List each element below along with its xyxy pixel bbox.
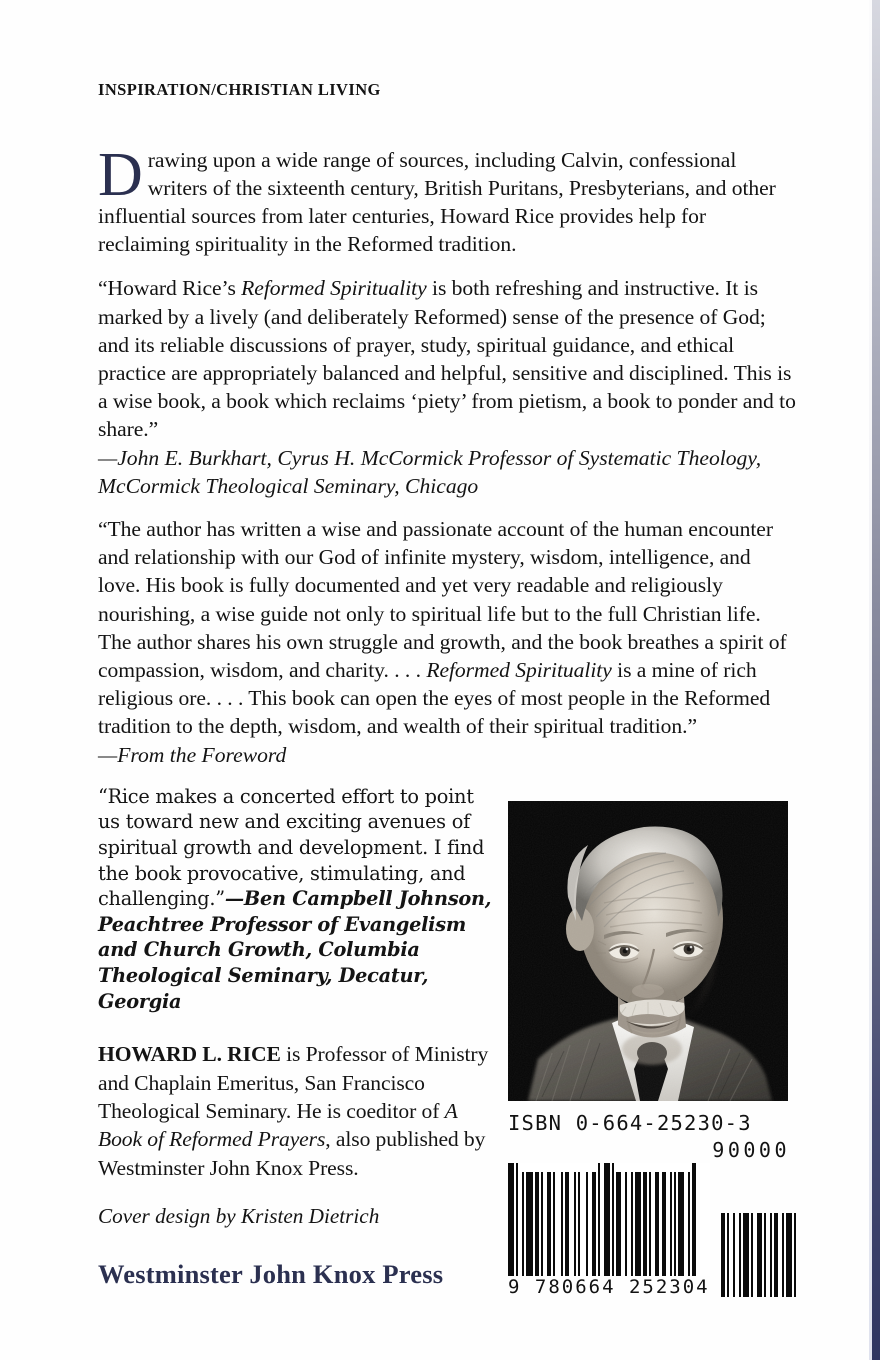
ean13-digits: 9 780664 252304 bbox=[508, 1275, 710, 1298]
blurb-two-attribution: —From the Foreword bbox=[98, 742, 287, 767]
lead-paragraph bbox=[98, 140, 798, 259]
lead-paragraph-text: rawing upon a wide range of sources, including Calvin, confessional writers of the sixteenth century, British Puritans, Presbyterians, and other influential sources from later centuries, Howard Rice provides help for reclaiming spirituality in the Reformed tradition. bbox=[98, 147, 776, 257]
author-bio-part2: , also published by Westminster John Knox Press. bbox=[98, 1127, 486, 1180]
left-text-column bbox=[98, 784, 498, 1290]
blurb-one bbox=[98, 274, 798, 500]
blurb-two-quote-part2: is a mine of rich religious ore. . . . This book can open the eyes of most people in the Reformed tradition to the depth, wisdom, and wealth of their spiritual tradition.” bbox=[98, 657, 771, 739]
cover-content bbox=[98, 82, 798, 1289]
blurb-three-quote: “Rice makes a concerted effort to point us toward new and exciting avenues of spiritual growth and development. I find the book provocative, stimulating, and challenging.” bbox=[98, 784, 485, 911]
ean13-barcode bbox=[508, 1163, 710, 1276]
isbn-label: ISBN 0-664-25230-3 bbox=[508, 1111, 752, 1135]
blurb-one-quote-part2: is both refreshing and instructive. It is marked by a lively (and deliberately Reformed) sense of the presence of God; and its reliable discussions of prayer, study, spiritual guidance, and ethical practice are appropriately balanced and helpful, sensitive and disciplined. This is a wise book, a book which reclaims ‘piety’ from pietism, a book to ponder and to share.” bbox=[98, 276, 796, 442]
author-name: HOWARD L. RICE bbox=[98, 1042, 281, 1067]
blurb-two bbox=[98, 515, 798, 769]
author-portrait-image bbox=[508, 801, 788, 1101]
blurb-three-attribution: —Ben Campbell Johnson, Peachtree Professor of Evangelism and Church Growth, Columbia Theological Seminary, Decatur, Georgia bbox=[98, 887, 492, 1013]
blurb-one-book-title: Reformed Spirituality bbox=[241, 276, 427, 301]
barcode-row bbox=[508, 1163, 796, 1297]
author-photo bbox=[508, 801, 788, 1101]
cover-design-credit: Cover design by Kristen Dietrich bbox=[98, 1204, 380, 1229]
author-bio-part1: is Professor of Ministry and Chaplain Emeritus, San Francisco Theological Seminary. He is coeditor of bbox=[98, 1042, 489, 1123]
category-header: INSPIRATION/CHRISTIAN LIVING bbox=[98, 80, 381, 99]
publisher-name: Westminster John Knox Press bbox=[98, 1259, 444, 1290]
blurb-three bbox=[98, 784, 498, 1014]
ean5-addon-barcode bbox=[721, 1213, 801, 1297]
spine-edge bbox=[872, 0, 880, 1360]
author-bio bbox=[98, 1040, 498, 1182]
blurb-one-attribution: —John E. Burkhart, Cyrus H. McCormick Professor of Systematic Theology, McCormick Theological Seminary, Chicago bbox=[98, 445, 762, 498]
blurb-two-book-title: Reformed Spirituality bbox=[426, 657, 612, 682]
blurb-one-quote bbox=[98, 274, 798, 443]
blurb-one-quote-part1: “Howard Rice’s bbox=[98, 276, 242, 301]
author-bio-book-title: A Book of Reformed Prayers bbox=[98, 1098, 458, 1152]
barcode-zone bbox=[508, 1113, 796, 1297]
barcode-addon-digits: 90000 bbox=[712, 1137, 790, 1162]
blurb-two-quote bbox=[98, 515, 798, 741]
drop-cap-letter: D bbox=[98, 140, 143, 209]
blurb-two-quote-part1: “The author has written a wise and passionate account of the human encounter and relationship with our God of infinite mystery, wisdom, intelligence, and love. His book is fully documented and yet very readable and religiously nourishing, a wise guide not only to spiritual life but to the full Christian life. The author shares his own struggle and growth, and the book breathes a spirit of compassion, wisdom, and charity. . . . bbox=[98, 516, 787, 682]
